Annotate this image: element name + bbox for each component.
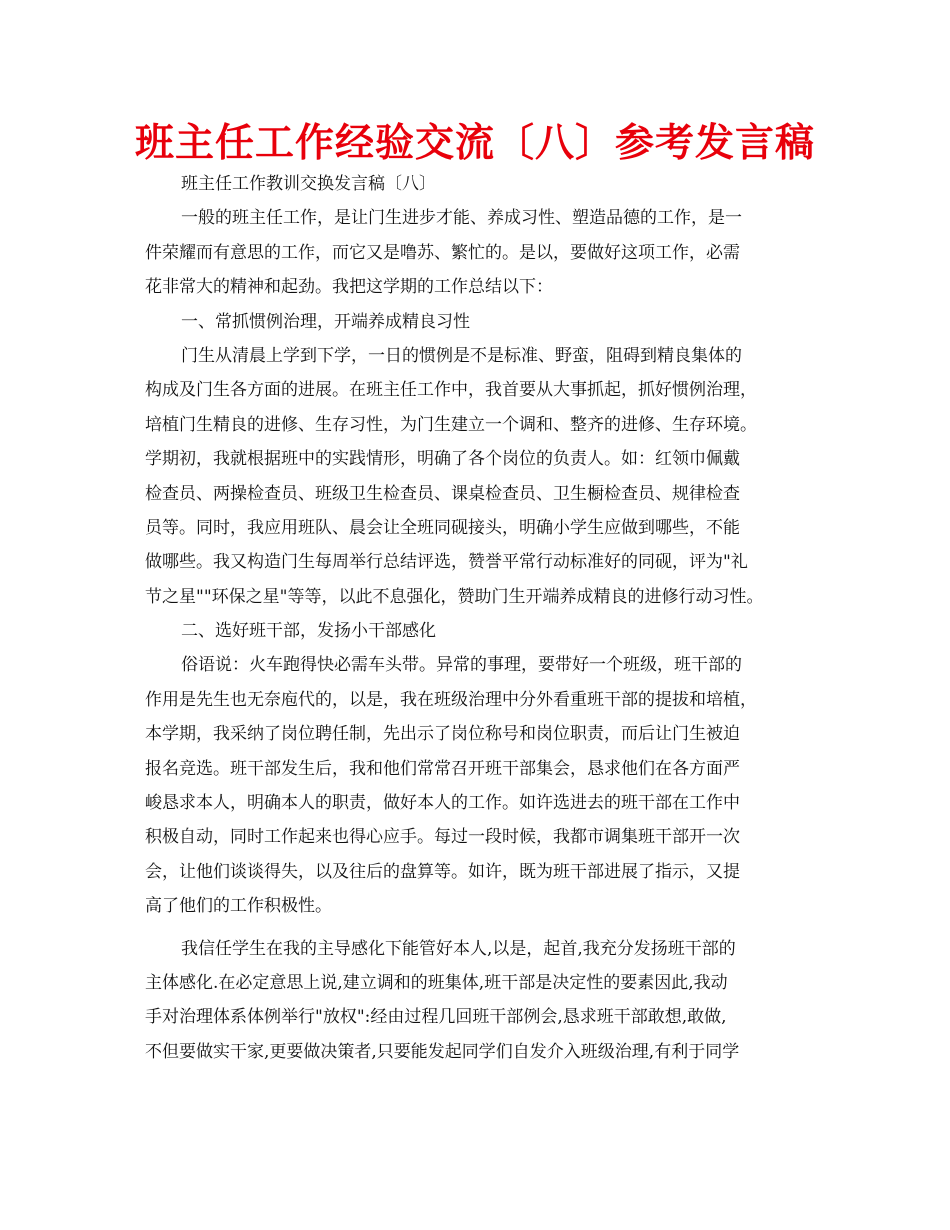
paragraph-line: 高了他们的工作积极性。 (145, 896, 332, 917)
paragraph-line: 学期初，我就根据班中的实践情形，明确了各个岗位的负责人。如：红领巾佩戴 (145, 449, 740, 470)
paragraph-line: 手对治理体系体例举行"放权":经由过程几回班干部例会,恳求班干部敢想,敢做, (145, 1007, 727, 1028)
paragraph-gap (145, 924, 805, 932)
paragraph-line: 峻恳求本人，明确本人的职责，做好本人的工作。如许选进去的班干部在工作中 (145, 793, 740, 814)
paragraph-line: 本学期，我采纳了岗位聘任制，先出示了岗位称号和岗位职责，而后让门生被迫 (145, 724, 740, 745)
paragraph-line: 件荣耀而有意思的工作，而它又是噜苏、繁忙的。是以，要做好这项工作，必需 (145, 242, 740, 263)
paragraph-line: 门生从清晨上学到下学，一日的惯例是不是标准、野蛮，阻碍到精良集体的 (181, 345, 742, 366)
paragraph-line: 花非常大的精神和起劲。我把这学期的工作总结以下： (145, 277, 553, 298)
paragraph-line: 检查员、两操检查员、班级卫生检查员、课桌检查员、卫生橱检查员、规律检查 (145, 483, 740, 504)
document-body (145, 167, 805, 1069)
paragraph-line: 一般的班主任工作，是让门生进步才能、养成习性、塑造品德的工作，是一 (181, 208, 742, 229)
paragraph-line: 报名竞选。班干部发生后，我和他们常常召开班干部集会，恳求他们在各方面严 (145, 758, 740, 779)
paragraph-line: 主体感化.在必定意思上说,建立调和的班集体,班干部是决定性的要素因此,我动 (145, 972, 728, 993)
paragraph-line: 积极自动，同时工作起来也得心应手。每过一段时候，我都市调集班干部开一次 (145, 827, 740, 848)
paragraph-line: 做哪些。我又构造门生每周举行总结评选，赞誉平常行动标准好的同砚，评为"礼 (145, 552, 748, 573)
paragraph-line: 我信任学生在我的主导感化下能管好本人,以是，起首,我充分发扬班干部的 (181, 938, 736, 959)
paragraph-line: 培植门生精良的进修、生存习性，为门生建立一个调和、整齐的进修、生存环境。 (145, 414, 757, 435)
paragraph-line: 构成及门生各方面的进展。在班主任工作中，我首要从大事抓起，抓好惯例治理， (145, 380, 757, 401)
document-title: 班主任工作经验交流〔八〕参考发言稿 (134, 121, 815, 166)
paragraph-line: 节之星""环保之星"等等，以此不息强化，赞助门生开端养成精良的进修行动习性。 (145, 586, 764, 607)
paragraph-line: 俗语说：火车跑得快必需车头带。异常的事理，要带好一个班级，班干部的 (181, 655, 742, 676)
paragraph-line: 会，让他们谈谈得失，以及往后的盘算等。如许，既为班干部进展了指示，又提 (145, 861, 740, 882)
paragraph-line: 作用是先生也无奈庖代的，以是，我在班级治理中分外看重班干部的提拔和培植， (145, 689, 757, 710)
section-heading: 一、常抓惯例治理，开端养成精良习性 (181, 311, 470, 332)
paragraph-line: 员等。同时，我应用班队、晨会让全班同砚接头，明确小学生应做到哪些，不能 (145, 517, 740, 538)
subtitle-line: 班主任工作教训交换发言稿〔八〕 (181, 174, 436, 194)
paragraph-line: 不但要做实干家,更要做决策者,只要能发起同学们自发介入班级治理,有利于同学 (145, 1041, 740, 1062)
section-heading: 二、选好班干部，发扬小干部感化 (181, 621, 436, 642)
